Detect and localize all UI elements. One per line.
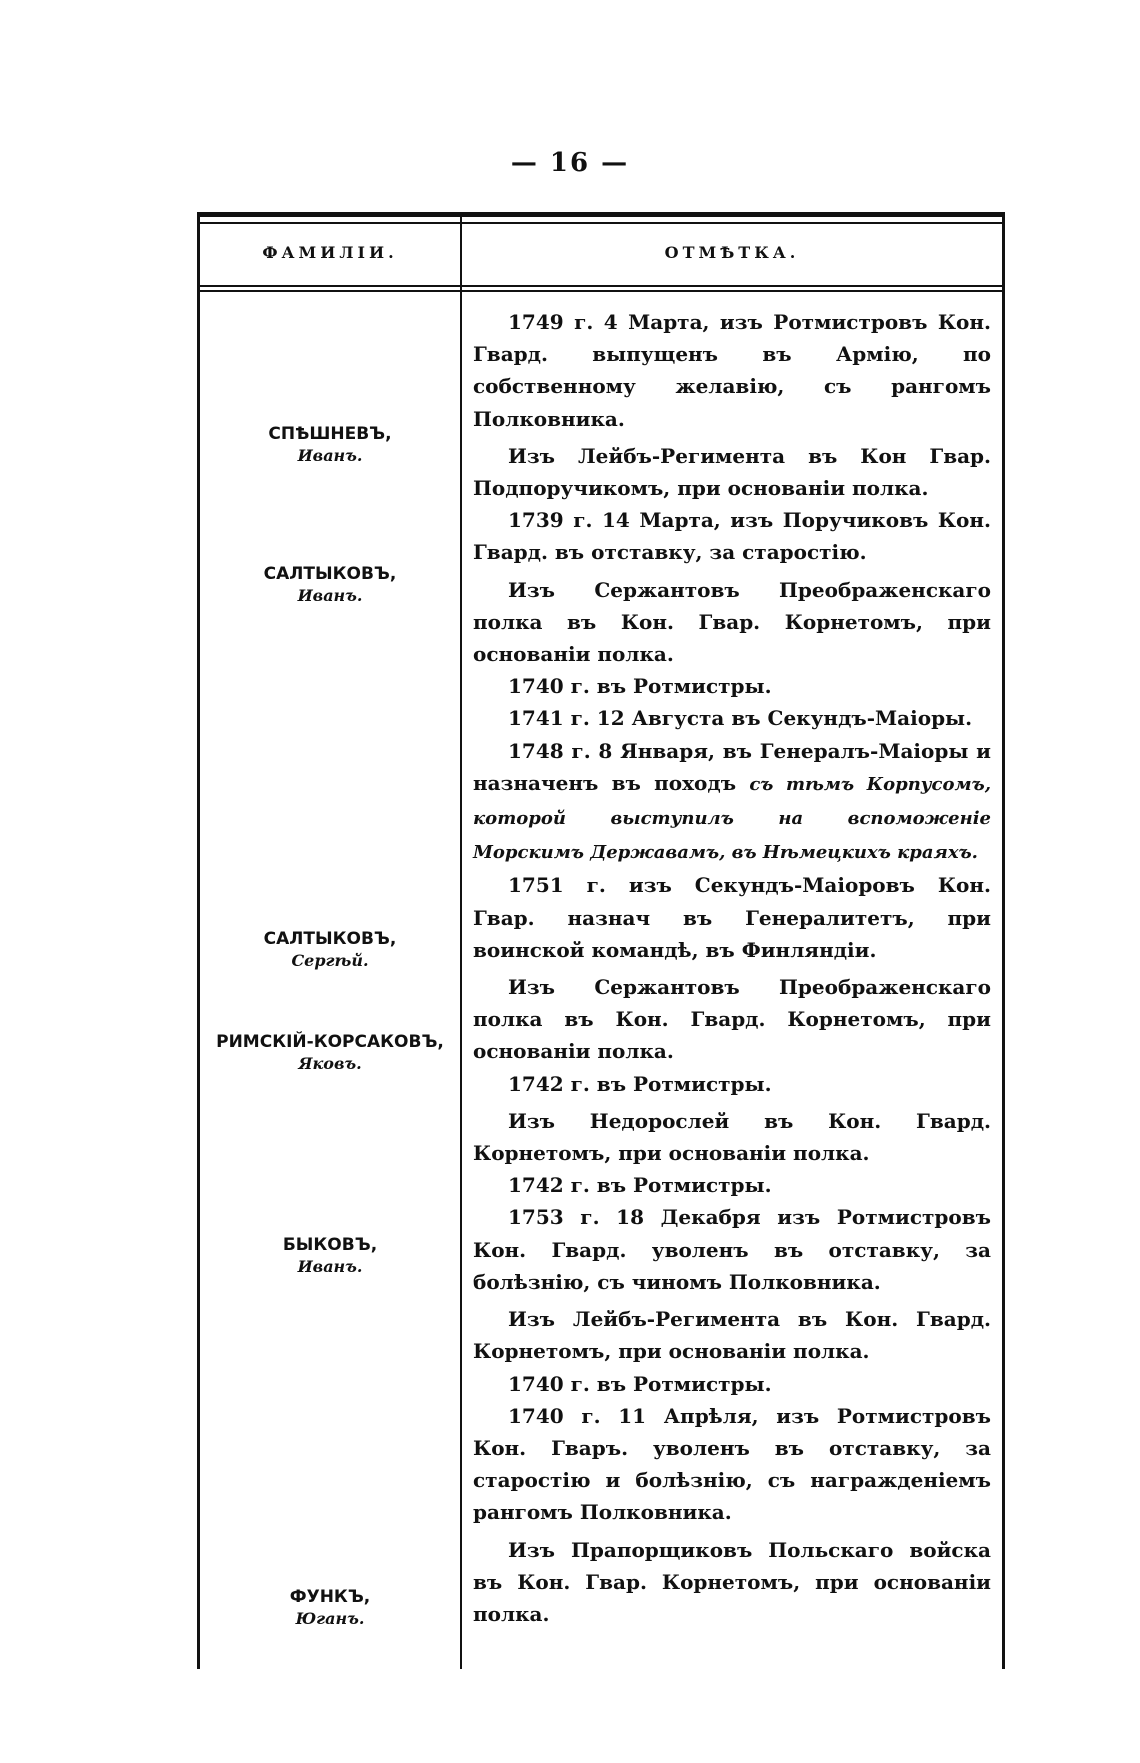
header-rule (200, 285, 1002, 287)
note-paragraph: 1740 г. въ Ротмистры. (508, 674, 772, 699)
given-name: Иванъ. (297, 446, 363, 465)
table-top-rule (197, 222, 1005, 224)
surname: СПѢШНЕВЪ, (268, 424, 392, 444)
note-paragraph: 1742 г. въ Ротмистры. (508, 1173, 772, 1198)
note-paragraph: Изъ Сержантовъ Преображенскаго полка въ Кон. Гвард. Корнетомъ, при основаніи полка. (473, 975, 991, 1064)
note-paragraph: 1740 г. 11 Апрѣля, изъ Ротмистровъ Кон. Гваръ. уволенъ въ отставку, за старостію и болѣзнію, съ награжденіемъ рангомъ Полковника. (473, 1403, 991, 1525)
note-text: 1748 г. 8 Января, въ Генералъ-Маіоры и назначенъ въ походъ (473, 738, 991, 795)
note-paragraph: 1740 г. въ Ротмистры. (508, 1371, 772, 1396)
note-paragraph: Изъ Недорослей въ Кон. Гвард. Корнетомъ, при основаніи полка. (473, 1108, 991, 1166)
name-entry (200, 423, 460, 467)
name-entry (200, 563, 460, 607)
note-paragraph: 1742 г. въ Ротмистры. (508, 1071, 772, 1096)
surname: САЛТЫКОВЪ, (263, 929, 397, 949)
note-italic-text: съ тѣмъ Корпусомъ, которой выступилъ на вспоможеніе Морскимъ Державамъ, въ Нѣмецкихъ краяхъ. (473, 773, 991, 864)
surname: РИМСКІЙ-КОРСАКОВЪ, (216, 1032, 444, 1052)
name-entry (200, 1031, 460, 1075)
column-header-surname: ФАМИЛІИ. (262, 243, 398, 262)
notes-column (473, 306, 991, 1630)
given-name: Иванъ. (297, 1257, 363, 1276)
surname: БЫКОВЪ, (282, 1235, 378, 1255)
given-name: Иванъ. (297, 586, 363, 605)
note-paragraph: 1739 г. 14 Марта, изъ Поручиковъ Кон. Гвард. въ отставку, за старостію. (473, 508, 991, 565)
page-number: — 16 — (510, 148, 630, 178)
given-name: Сергѣй. (291, 951, 369, 970)
name-entry (200, 1234, 460, 1278)
note-paragraph: 1741 г. 12 Августа въ Секундъ-Маіоры. (508, 706, 973, 731)
name-entry (200, 928, 460, 972)
note-paragraph: 1749 г. 4 Марта, изъ Ротмистровъ Кон. Гвард. выпущенъ въ Армію, по собственному желавію, съ рангомъ Полковника. (473, 310, 991, 431)
note-paragraph: Изъ Лейбъ-Регимента въ Кон. Гвард. Корнетомъ, при основаніи полка. (473, 1307, 991, 1364)
note-paragraph: Изъ Сержантовъ Преображенскаго полка въ Кон. Гвар. Корнетомъ, при основаніи полка. (473, 577, 991, 667)
column-header-note: ОТМѢТКА. (664, 243, 800, 262)
note-paragraph (473, 735, 991, 870)
name-entry (200, 1586, 460, 1630)
note-paragraph: 1751 г. изъ Секундъ-Маіоровъ Кон. Гвар. назнач въ Генералитетъ, при воинской командѣ, въ Финляндіи. (473, 873, 991, 962)
note-paragraph: Изъ Лейбъ-Регимента въ Кон Гвар. Подпоручикомъ, при основаніи полка. (473, 443, 991, 501)
note-paragraph: Изъ Прапорщиковъ Польскаго войска въ Кон. Гвар. Корнетомъ, при основаніи полка. (473, 1537, 991, 1626)
given-name: Юганъ. (295, 1609, 365, 1628)
given-name: Яковъ. (298, 1054, 362, 1073)
surname: ФУНКЪ, (289, 1587, 371, 1607)
column-divider (460, 216, 462, 1669)
note-paragraph: 1753 г. 18 Декабря изъ Ротмистровъ Кон. Гвард. уволенъ въ отставку, за болѣзнію, съ чиномъ Полковника. (473, 1205, 991, 1294)
surname: САЛТЫКОВЪ, (263, 564, 397, 584)
header-rule-double (200, 290, 1002, 292)
